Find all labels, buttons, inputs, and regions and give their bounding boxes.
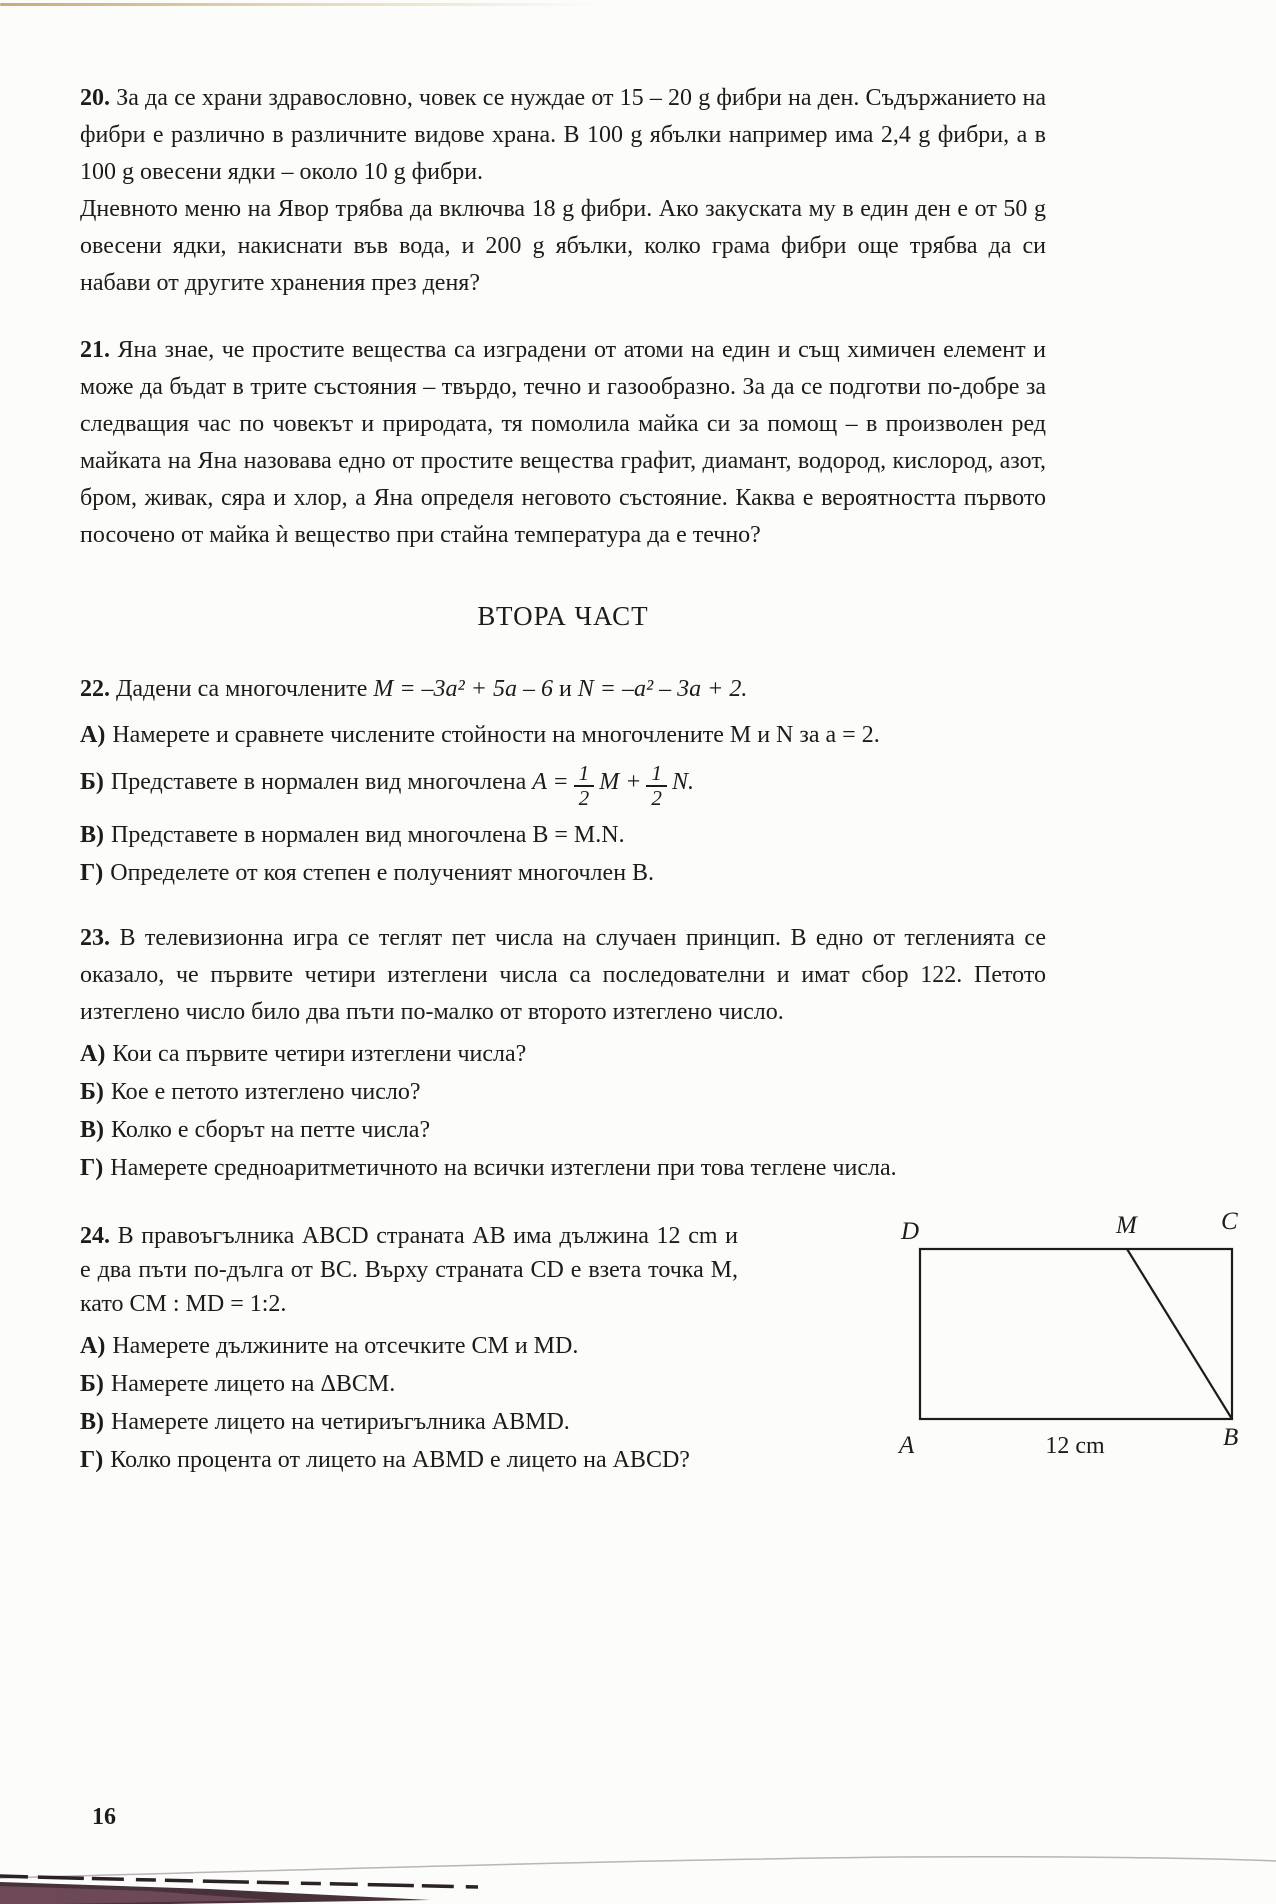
item-b-text: Намерете лицето на ΔBCM. <box>110 1370 396 1397</box>
question-20-text-1: За да се храни здравословно, човек се нуждае от 15 – 20 g фибри на ден. Съдържанието на фибри е различно в различните видове храна. В 100 g ябълки например има 2,4 g фибри, а в 100 g овесени ядки – около 10 g фибри. <box>80 85 1047 185</box>
rectangle-abcd-diagram <box>735 1197 1276 1467</box>
question-23-item-v <box>80 1113 1046 1147</box>
item-a-text: Намерете дължините на отсечките CM и MD. <box>112 1332 579 1359</box>
vertex-label-d: D <box>901 1217 920 1245</box>
question-23-item-g <box>80 1151 1046 1185</box>
question-23-item-b <box>80 1075 1046 1109</box>
item-v-label: В) <box>80 1116 104 1143</box>
side-length-label: 12 cm <box>1045 1432 1105 1459</box>
question-24-paragraph <box>80 1219 738 1321</box>
question-22-intro <box>80 671 1046 708</box>
item-v-label: В) <box>80 1408 104 1435</box>
item-v-text: Представете в нормален вид многочлена B = M.N. <box>111 821 625 848</box>
page-number: 16 <box>92 1804 116 1830</box>
question-22-number: 22. <box>80 676 110 702</box>
item-v-label: В) <box>80 821 104 848</box>
item-v-text: Намерете лицето на четириъгълника ABMD. <box>111 1408 570 1435</box>
item-g-text: Намерете средноаритметичното на всички изтеглени при това теглене числа. <box>110 1154 897 1181</box>
question-23-item-a <box>80 1037 1046 1071</box>
item-a-label: А) <box>80 722 106 748</box>
question-22-item-g <box>80 856 1046 890</box>
item-a-label: А) <box>80 1332 106 1359</box>
vertex-label-c: C <box>1221 1207 1238 1235</box>
rectangle-outline <box>920 1249 1232 1419</box>
question-20 <box>80 80 1046 302</box>
question-24-item-g <box>80 1443 738 1477</box>
vertex-label-b: B <box>1223 1423 1239 1451</box>
fraction-numerator: 1 <box>574 762 595 787</box>
item-g-label: Г) <box>80 859 104 886</box>
question-22-item-v <box>80 818 1046 852</box>
question-24-item-b <box>80 1367 738 1401</box>
page-content <box>80 80 1239 1477</box>
question-24-item-v <box>80 1405 738 1439</box>
diagram-svg <box>735 1197 1276 1467</box>
question-24-number: 24. <box>80 1222 110 1249</box>
item-v-text: Колко е сборът на петте числа? <box>111 1116 431 1143</box>
segment-mb-line <box>1127 1249 1232 1419</box>
question-23-paragraph <box>80 920 1046 1031</box>
question-20-paragraph-1 <box>80 80 1046 191</box>
question-23-text: В телевизионна игра се теглят пет числа на случаен принцип. В едно от тегленията се оказало, че първите четири изтеглени числа са последователни и имат сбор 122. Петото изтеглено число било два пъти по-малко от второто изтеглено число. <box>80 924 1047 1025</box>
scan-bottom-edge-artifact <box>0 1852 1276 1904</box>
question-20-text-2: Дневното меню на Явор трябва да включва 18 g фибри. Ако закуската му в един ден е от 50 g овесени ядки, накиснати във вода, и 200 g ябълки, колко грама фибри още трябва да си набави от другите хранения през деня? <box>80 196 1046 296</box>
formula-a-equals: A = <box>532 769 569 795</box>
item-g-text: Колко процента от лицето на ABMD е лицето на ABCD? <box>110 1446 690 1473</box>
question-24-item-a <box>80 1329 738 1363</box>
fraction-one-half-1 <box>574 762 595 810</box>
question-23-items <box>80 1037 1046 1185</box>
question-20-paragraph-2 <box>80 191 1046 302</box>
item-b-text: Представете в нормален вид многочлена <box>110 769 527 795</box>
question-23-number: 23. <box>80 924 110 951</box>
vertex-label-a: A <box>899 1431 915 1459</box>
formula-n-end: N. <box>671 769 694 795</box>
page-edge-line <box>0 1857 1276 1878</box>
fraction-numerator: 1 <box>646 762 667 787</box>
question-21 <box>80 332 1046 554</box>
vertex-label-m: M <box>1116 1211 1137 1239</box>
item-b-text: Кое е петото изтеглено число? <box>110 1078 421 1105</box>
question-23 <box>80 920 1046 1185</box>
question-20-number: 20. <box>80 85 110 111</box>
question-24-text: В правоъгълника ABCD страната AB има дължина 12 cm и е два пъти по-дълга от BC. Върху страната CD е взета точка M, като CM : MD = 1:2. <box>80 1222 739 1317</box>
item-g-label: Г) <box>80 1446 104 1473</box>
item-b-label: Б) <box>80 1370 104 1397</box>
formula-m-plus: M + <box>599 769 642 795</box>
item-a-label: А) <box>80 1040 106 1067</box>
question-21-text: Яна знае, че простите вещества са изградени от атоми на един и същ химичен елемент и може да бъдат в трите състояния – твърдо, течно и газообразно. За да се подготви по-добре за следващия час по човекът и природата, тя помолила майка си за помощ – в произволен ред майката на Яна назовава едно от простите вещества графит, диамант, водород, кислород, азот, бром, живак, сяра и хлор, а Яна определя неговото състояние. Каква е вероятността първото посочено от майка ѝ вещество при стайна температура да е течно? <box>80 337 1047 548</box>
question-21-paragraph <box>80 332 1046 554</box>
item-a-text: Кои са първите четири изтеглени числа? <box>112 1040 527 1067</box>
question-22 <box>80 671 1046 890</box>
polynomial-m-formula: M = –3a² + 5a – 6 <box>373 676 553 702</box>
item-b-label: Б) <box>80 1078 104 1105</box>
fraction-denominator: 2 <box>651 785 662 810</box>
question-24 <box>80 1207 1239 1477</box>
question-22-intro-text: Дадени са многочлените <box>116 676 368 702</box>
item-g-label: Г) <box>80 1154 104 1181</box>
part-two-header: ВТОРА ЧАСТ <box>477 601 649 631</box>
question-22-item-a <box>80 718 1046 752</box>
polynomial-n-formula: N = –a² – 3a + 2. <box>577 676 748 702</box>
question-21-number: 21. <box>80 337 110 363</box>
item-a-text: Намерете и сравнете числените стойности на многочлените M и N за a = 2. <box>112 722 880 748</box>
question-22-item-b <box>80 762 1046 810</box>
fraction-one-half-2 <box>646 762 667 810</box>
question-24-text-column <box>80 1219 738 1477</box>
scan-top-edge-artifact <box>0 3 600 6</box>
item-b-label: Б) <box>80 769 104 795</box>
conjunction: и <box>558 676 572 702</box>
fraction-denominator: 2 <box>578 785 590 810</box>
item-g-text: Определете от коя степен е полученият многочлен B. <box>110 859 655 886</box>
